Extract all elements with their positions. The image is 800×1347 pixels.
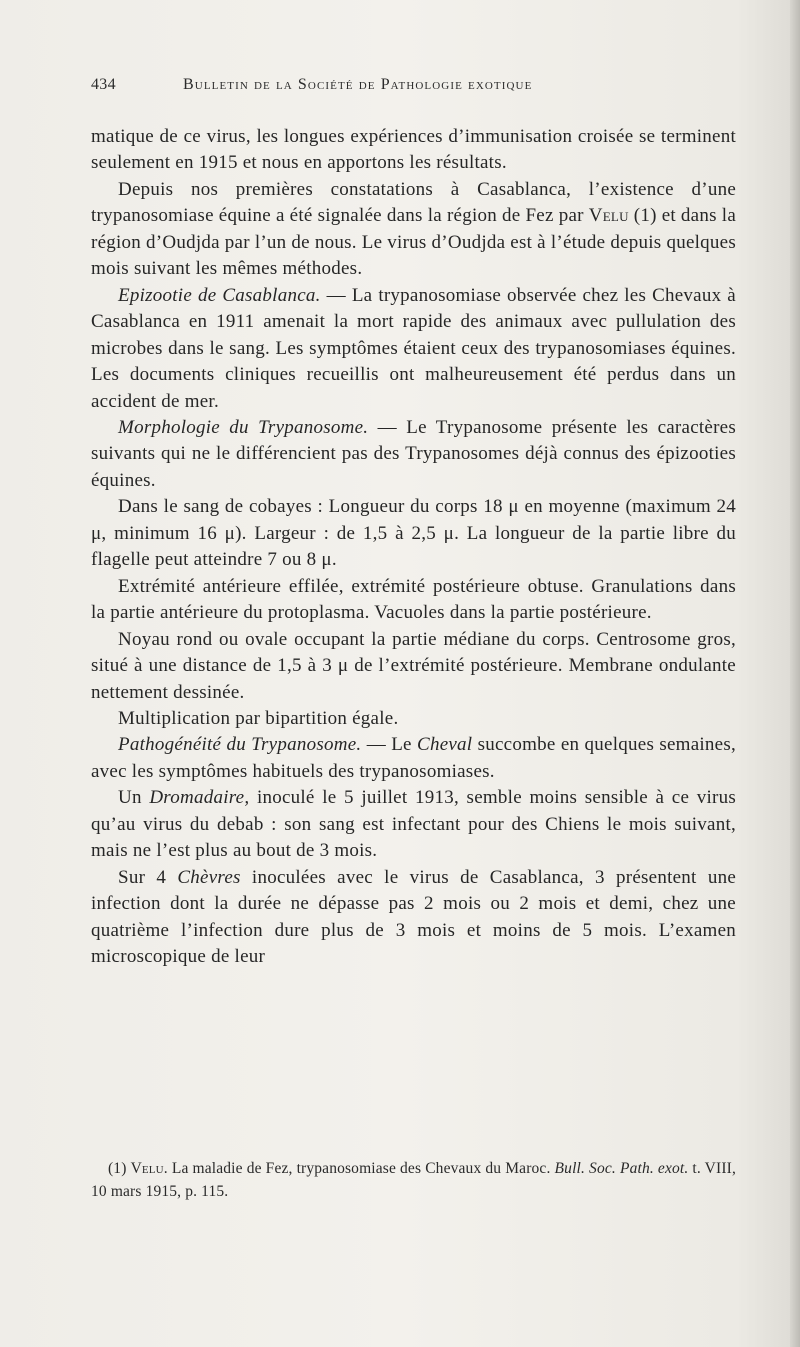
footnote-text: t. VIII, 10 mars 1915, p. 115.: [91, 1160, 736, 1200]
running-header: [91, 76, 741, 102]
paragraph-text: Sur 4: [118, 866, 178, 888]
section-heading: Morphologie du Trypanosome.: [118, 416, 369, 438]
paragraph-previous-findings: [91, 177, 736, 283]
paragraph-text: Un: [118, 787, 150, 809]
paragraph-text: (1) et dans la région d’Oudjda par l’un de nous. Le virus d’Oudjda est à l’étude depuis quelques mois suivant les mêmes méthodes.: [91, 205, 736, 280]
paragraph-pathogeneite: [91, 732, 736, 785]
footnote-1: [91, 1157, 736, 1203]
page-edge-shadow: [790, 0, 800, 1347]
paragraph-text: — Le: [361, 734, 418, 756]
footnote-author: Velu.: [130, 1160, 168, 1177]
animal-name: Cheval: [417, 734, 473, 756]
author-name: Velu: [588, 205, 629, 227]
animal-name: Dromadaire,: [149, 787, 250, 809]
footnote-text: La maladie de Fez, trypanosomiase des Chevaux du Maroc.: [167, 1160, 555, 1177]
paragraph-measurements: [91, 494, 736, 573]
paragraph-text: — Le Trypanosome présente les caractères suivants qui ne le différencient pas des Trypanosomes déjà connus des épizooties équines.: [91, 416, 736, 491]
body-text: [91, 124, 736, 971]
paragraph-multiplication: [91, 706, 736, 732]
animal-name: Chèvres: [177, 866, 241, 888]
paragraph-text: matique de ce virus, les longues expériences d’immunisation croisée se terminent seulement en 1915 et nous en apportons les résultats.: [91, 126, 736, 174]
paragraph-extremities: [91, 574, 736, 627]
footnote-journal: Bull. Soc. Path. exot.: [554, 1160, 689, 1177]
paragraph-epizootie: [91, 283, 736, 415]
paragraph-text: Multiplication par bipartition égale.: [118, 707, 399, 729]
paragraph-text: Depuis nos premières constatations à Casablanca, l’existence d’une trypanosomiase équine a été signalée dans la région de Fez par: [91, 178, 736, 227]
paragraph-text: Dans le sang de cobayes : Longueur du corps 18 μ en moyenne (maximum 24 μ, minimum 16 μ). Largeur : de 1,5 à 2,5 μ. La longueur de la partie libre du flagelle peut atteindre 7 ou 8 μ.: [91, 496, 736, 571]
paragraph-text: succombe en quelques semaines, avec les symptômes habituels des trypanosomiases.: [91, 734, 736, 782]
paragraph-text: Extrémité antérieure effilée, extrémité postérieure obtuse. Granulations dans la partie antérieure du protoplasma. Vacuoles dans la partie postérieure.: [91, 575, 736, 624]
paragraph-text: — La trypanosomiase observée chez les Chevaux à Casablanca en 1911 amenait la mort rapide des animaux avec pullulation des microbes dans le sang. Les symptômes étaient ceux des trypanosomiases équines. Les documents cliniques recueillis ont malheureusement été perdus dans un accident de mer.: [91, 284, 736, 412]
section-heading: Epizootie de Casablanca.: [118, 284, 321, 306]
section-heading: Pathogénéité du Trypanosome.: [118, 734, 362, 756]
paragraph-chevres: [91, 865, 736, 971]
paragraph-text: inoculées avec le virus de Casablanca, 3 présentent une infection dont la durée ne dépasse pas 2 mois ou 2 mois et demi, chez une quatrième l’infection dure plus de 3 mois et moins de 5 mois. L’examen microscopique de leur: [91, 866, 737, 968]
paragraph-morphologie: [91, 415, 736, 494]
paragraph-continuation: [91, 124, 736, 177]
running-title: Bulletin de la Société de Pathologie exotique: [183, 76, 533, 93]
footnotes: [91, 1157, 736, 1203]
paragraph-text: Noyau rond ou ovale occupant la partie médiane du corps. Centrosome gros, situé à une distance de 1,5 à 3 μ de l’extrémité postérieure. Membrane ondulante nettement dessinée.: [91, 628, 736, 703]
footnote-marker: (1): [108, 1160, 131, 1177]
paragraph-nucleus: [91, 627, 736, 706]
paragraph-dromadaire: [91, 785, 736, 864]
page-number: 434: [91, 76, 116, 93]
paragraph-text: inoculé le 5 juillet 1913, semble moins sensible à ce virus qu’au virus du debab : son sang est infectant pour des Chiens le mois suivant, mais ne l’est plus au bout de 3 mois.: [91, 787, 736, 862]
